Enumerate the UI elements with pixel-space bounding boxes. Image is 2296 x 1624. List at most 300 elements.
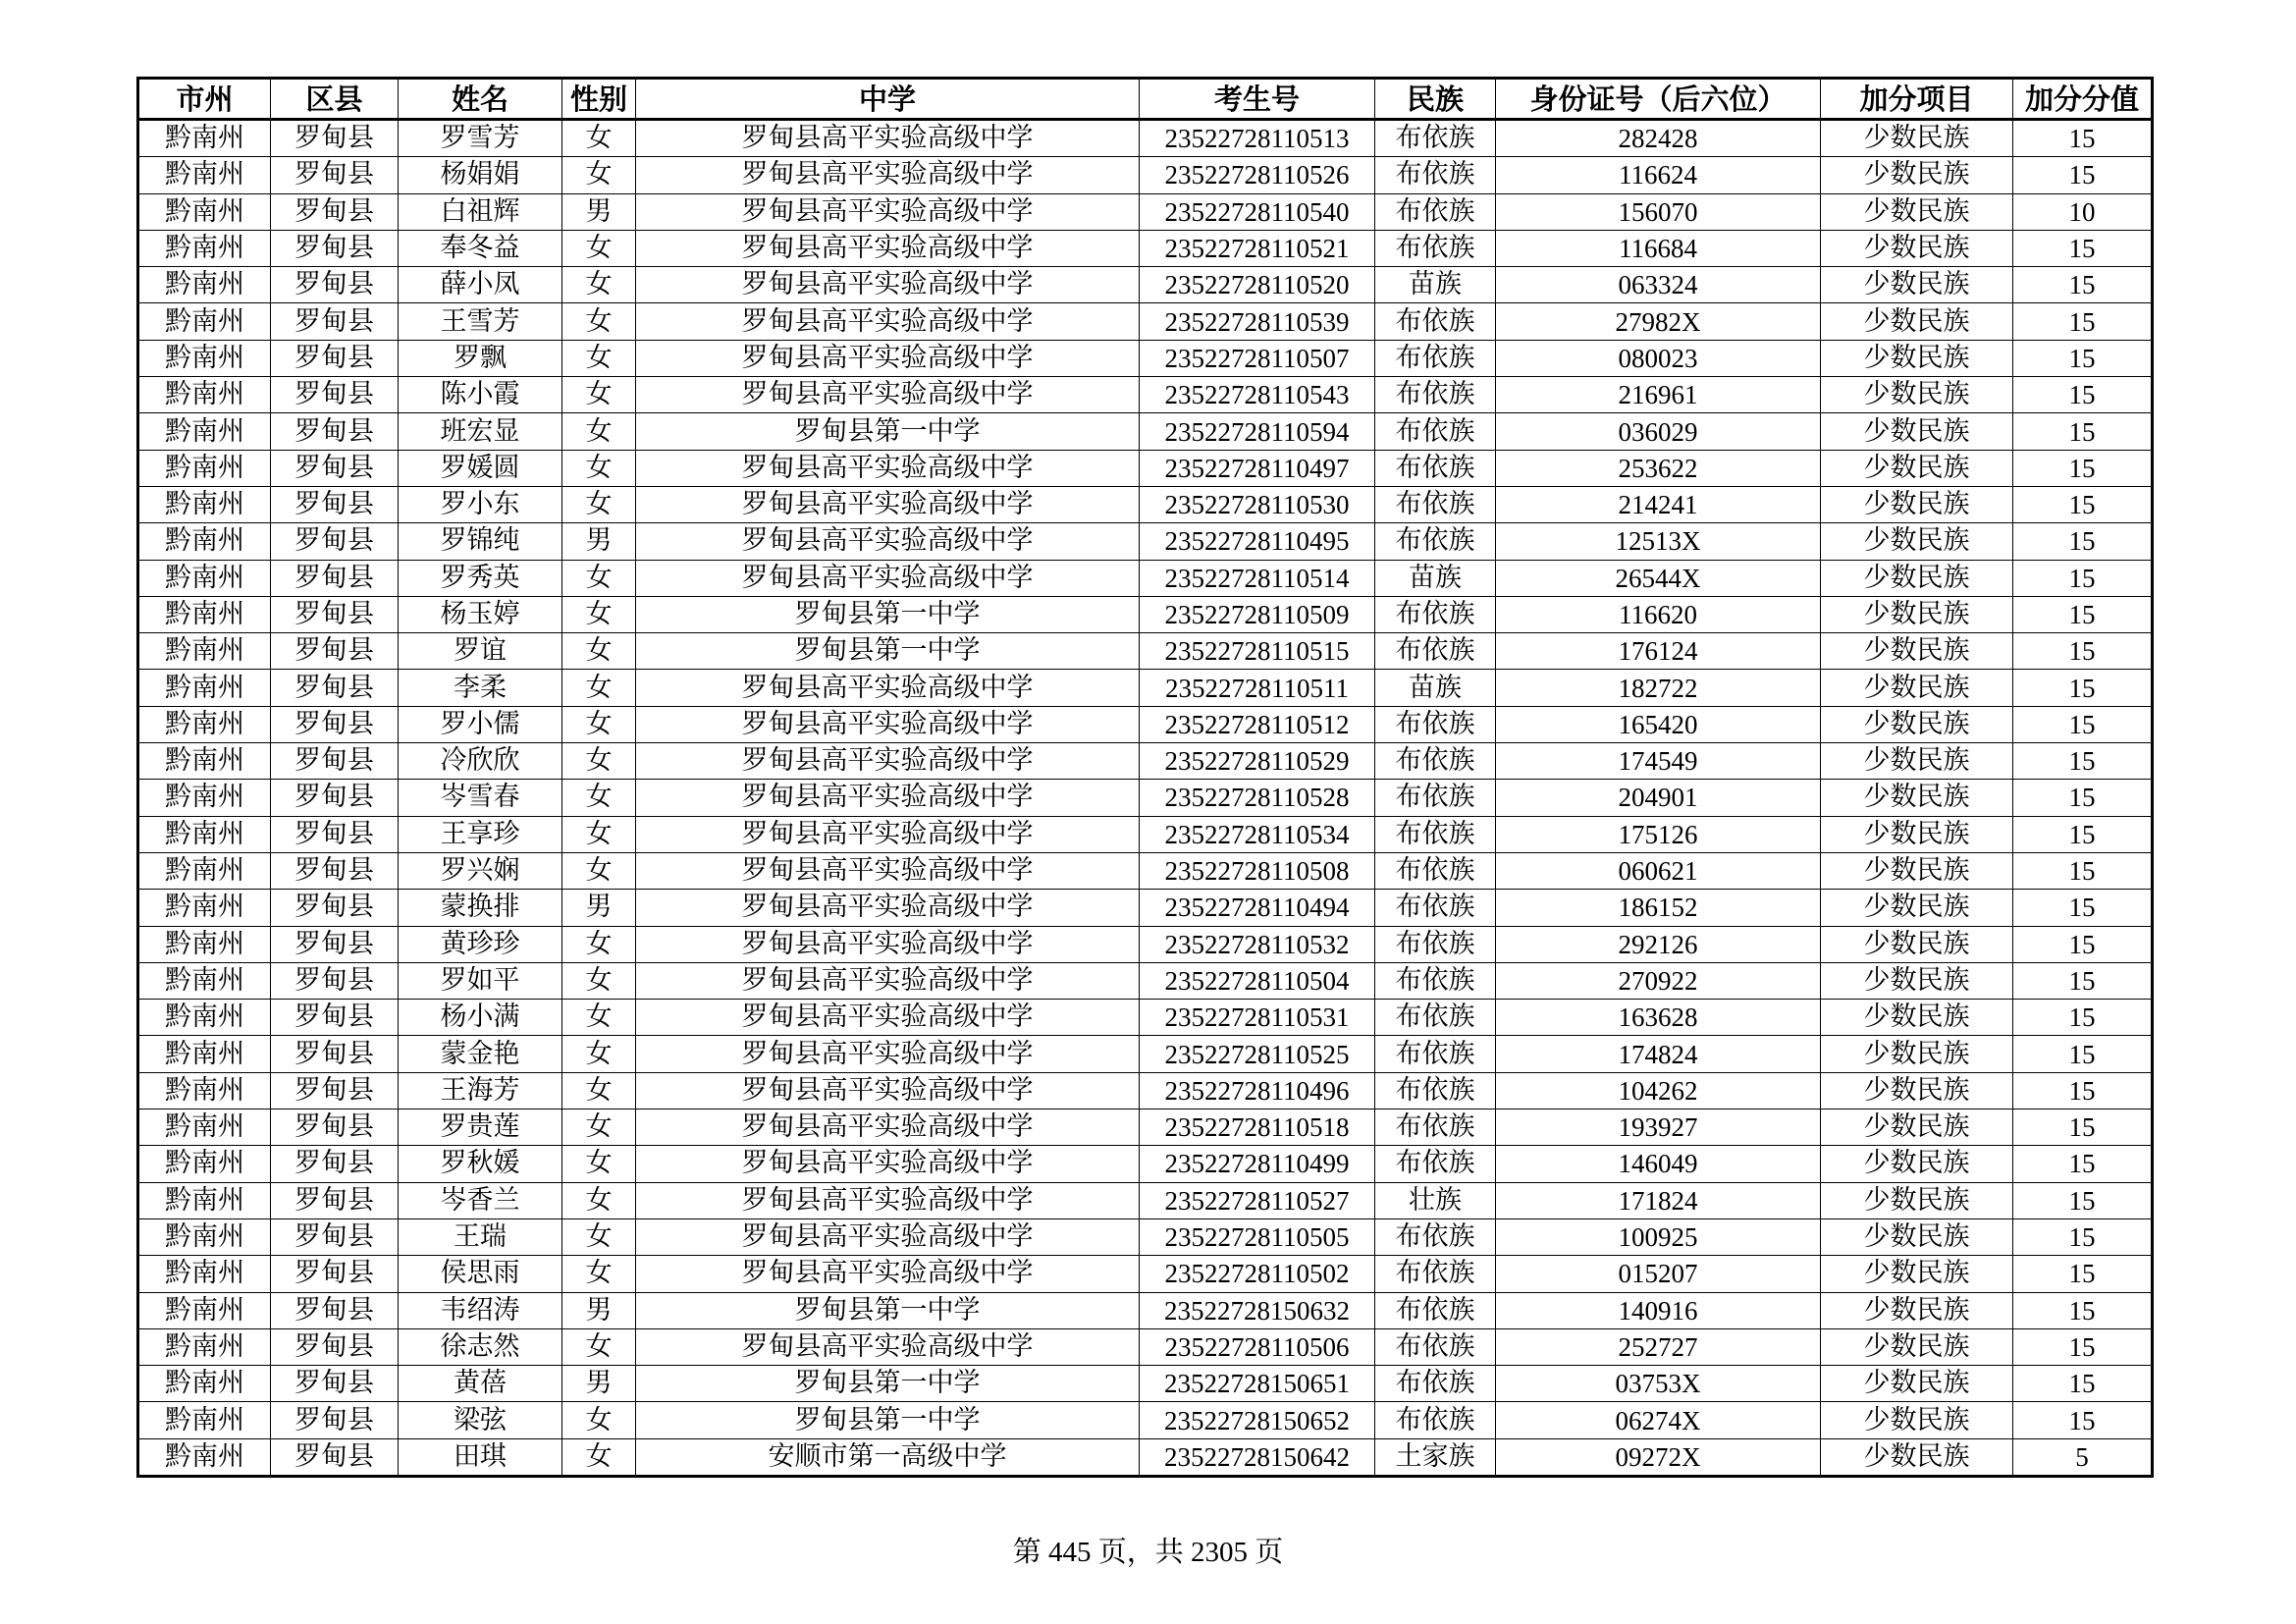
cell-bonus-points: 15 — [2013, 596, 2153, 632]
cell-gender: 男 — [562, 1366, 636, 1402]
cell-county: 罗甸县 — [271, 193, 399, 230]
cell-county: 罗甸县 — [271, 340, 399, 376]
table-row — [138, 1072, 2153, 1109]
cell-county: 罗甸县 — [271, 1256, 399, 1292]
cell-school: 罗甸县第一中学 — [636, 633, 1140, 670]
cell-bonus-points: 15 — [2013, 523, 2153, 560]
cell-city: 黔南州 — [138, 816, 271, 852]
cell-id-last-six: 116624 — [1496, 157, 1821, 193]
table-row — [138, 267, 2153, 303]
cell-exam-number: 23522728110512 — [1140, 706, 1375, 742]
cell-exam-number: 23522728110502 — [1140, 1256, 1375, 1292]
cell-exam-number: 23522728150642 — [1140, 1438, 1375, 1476]
cell-county: 罗甸县 — [271, 1000, 399, 1036]
cell-school: 罗甸县高平实验高级中学 — [636, 450, 1140, 486]
cell-ethnicity: 布依族 — [1375, 1218, 1496, 1255]
cell-city: 黔南州 — [138, 890, 271, 926]
table-row — [138, 303, 2153, 340]
col-header-bonus-item: 加分项目 — [1821, 79, 2013, 120]
cell-gender: 女 — [562, 1182, 636, 1218]
cell-city: 黔南州 — [138, 1328, 271, 1365]
cell-county: 罗甸县 — [271, 780, 399, 816]
cell-ethnicity: 苗族 — [1375, 267, 1496, 303]
cell-bonus-points: 15 — [2013, 706, 2153, 742]
cell-gender: 女 — [562, 560, 636, 596]
cell-exam-number: 23522728110527 — [1140, 1182, 1375, 1218]
cell-bonus-points: 5 — [2013, 1438, 2153, 1476]
table-row — [138, 1366, 2153, 1402]
cell-bonus-item: 少数民族 — [1821, 1438, 2013, 1476]
cell-name: 岑雪春 — [399, 780, 562, 816]
cell-bonus-points: 15 — [2013, 230, 2153, 266]
cell-bonus-points: 15 — [2013, 633, 2153, 670]
cell-ethnicity: 布依族 — [1375, 890, 1496, 926]
cell-school: 罗甸县高平实验高级中学 — [636, 743, 1140, 780]
table-row — [138, 230, 2153, 266]
cell-bonus-item: 少数民族 — [1821, 962, 2013, 999]
cell-city: 黔南州 — [138, 962, 271, 999]
cell-exam-number: 23522728150632 — [1140, 1292, 1375, 1328]
cell-id-last-six: 116684 — [1496, 230, 1821, 266]
cell-name: 罗秀英 — [399, 560, 562, 596]
cell-school: 罗甸县高平实验高级中学 — [636, 962, 1140, 999]
cell-id-last-six: 163628 — [1496, 1000, 1821, 1036]
cell-gender: 男 — [562, 890, 636, 926]
cell-county: 罗甸县 — [271, 1438, 399, 1476]
cell-bonus-item: 少数民族 — [1821, 120, 2013, 157]
cell-bonus-item: 少数民族 — [1821, 193, 2013, 230]
cell-gender: 女 — [562, 926, 636, 962]
cell-name: 罗贵莲 — [399, 1110, 562, 1146]
cell-bonus-item: 少数民族 — [1821, 267, 2013, 303]
cell-bonus-points: 15 — [2013, 1182, 2153, 1218]
cell-school: 罗甸县高平实验高级中学 — [636, 340, 1140, 376]
cell-bonus-points: 15 — [2013, 1110, 2153, 1146]
cell-school: 罗甸县高平实验高级中学 — [636, 1182, 1140, 1218]
cell-county: 罗甸县 — [271, 816, 399, 852]
cell-id-last-six: 175126 — [1496, 816, 1821, 852]
cell-school: 罗甸县高平实验高级中学 — [636, 816, 1140, 852]
cell-name: 冷欣欣 — [399, 743, 562, 780]
cell-id-last-six: 165420 — [1496, 706, 1821, 742]
table-row — [138, 1292, 2153, 1328]
cell-exam-number: 23522728110540 — [1140, 193, 1375, 230]
cell-bonus-points: 15 — [2013, 1000, 2153, 1036]
cell-city: 黔南州 — [138, 413, 271, 450]
col-header-school: 中学 — [636, 79, 1140, 120]
cell-name: 蒙金艳 — [399, 1036, 562, 1072]
cell-bonus-item: 少数民族 — [1821, 450, 2013, 486]
cell-school: 罗甸县高平实验高级中学 — [636, 1328, 1140, 1365]
cell-ethnicity: 布依族 — [1375, 450, 1496, 486]
table-row — [138, 1256, 2153, 1292]
table-row — [138, 120, 2153, 157]
table-row — [138, 743, 2153, 780]
cell-county: 罗甸县 — [271, 852, 399, 889]
cell-school: 罗甸县高平实验高级中学 — [636, 890, 1140, 926]
cell-name: 韦绍涛 — [399, 1292, 562, 1328]
cell-school: 罗甸县高平实验高级中学 — [636, 1000, 1140, 1036]
cell-bonus-item: 少数民族 — [1821, 1110, 2013, 1146]
cell-id-last-six: 140916 — [1496, 1292, 1821, 1328]
cell-ethnicity: 布依族 — [1375, 1292, 1496, 1328]
cell-city: 黔南州 — [138, 486, 271, 522]
cell-bonus-points: 15 — [2013, 1402, 2153, 1438]
cell-name: 罗谊 — [399, 633, 562, 670]
cell-name: 薛小凤 — [399, 267, 562, 303]
cell-ethnicity: 布依族 — [1375, 523, 1496, 560]
cell-school: 罗甸县高平实验高级中学 — [636, 120, 1140, 157]
cell-gender: 女 — [562, 230, 636, 266]
cell-bonus-item: 少数民族 — [1821, 1256, 2013, 1292]
cell-city: 黔南州 — [138, 560, 271, 596]
cell-name: 王海芳 — [399, 1072, 562, 1109]
cell-id-last-six: 214241 — [1496, 486, 1821, 522]
cell-gender: 女 — [562, 267, 636, 303]
cell-city: 黔南州 — [138, 670, 271, 706]
cell-bonus-points: 15 — [2013, 1292, 2153, 1328]
cell-ethnicity: 布依族 — [1375, 780, 1496, 816]
table-row — [138, 1000, 2153, 1036]
cell-school: 罗甸县第一中学 — [636, 413, 1140, 450]
cell-bonus-item: 少数民族 — [1821, 1366, 2013, 1402]
cell-exam-number: 23522728110518 — [1140, 1110, 1375, 1146]
cell-gender: 女 — [562, 743, 636, 780]
cell-name: 梁弦 — [399, 1402, 562, 1438]
cell-school: 罗甸县高平实验高级中学 — [636, 1072, 1140, 1109]
cell-city: 黔南州 — [138, 1256, 271, 1292]
table-row — [138, 596, 2153, 632]
cell-gender: 女 — [562, 303, 636, 340]
cell-school: 罗甸县高平实验高级中学 — [636, 193, 1140, 230]
cell-exam-number: 23522728110530 — [1140, 486, 1375, 522]
cell-school: 罗甸县高平实验高级中学 — [636, 706, 1140, 742]
table-row — [138, 450, 2153, 486]
cell-school: 罗甸县第一中学 — [636, 1366, 1140, 1402]
cell-county: 罗甸县 — [271, 267, 399, 303]
cell-school: 罗甸县高平实验高级中学 — [636, 780, 1140, 816]
cell-name: 罗小东 — [399, 486, 562, 522]
cell-ethnicity: 布依族 — [1375, 1110, 1496, 1146]
cell-exam-number: 23522728110504 — [1140, 962, 1375, 999]
cell-city: 黔南州 — [138, 1218, 271, 1255]
cell-ethnicity: 布依族 — [1375, 596, 1496, 632]
cell-id-last-six: 174824 — [1496, 1036, 1821, 1072]
cell-name: 罗媛圆 — [399, 450, 562, 486]
col-header-ethnicity: 民族 — [1375, 79, 1496, 120]
cell-school: 罗甸县第一中学 — [636, 1292, 1140, 1328]
cell-name: 班宏显 — [399, 413, 562, 450]
cell-exam-number: 23522728150652 — [1140, 1402, 1375, 1438]
cell-bonus-item: 少数民族 — [1821, 816, 2013, 852]
cell-ethnicity: 苗族 — [1375, 670, 1496, 706]
cell-bonus-item: 少数民族 — [1821, 706, 2013, 742]
cell-ethnicity: 布依族 — [1375, 1402, 1496, 1438]
cell-id-last-six: 063324 — [1496, 267, 1821, 303]
cell-id-last-six: 080023 — [1496, 340, 1821, 376]
cell-bonus-points: 15 — [2013, 670, 2153, 706]
cell-bonus-points: 15 — [2013, 303, 2153, 340]
table-row — [138, 157, 2153, 193]
cell-name: 王雪芳 — [399, 303, 562, 340]
cell-ethnicity: 布依族 — [1375, 193, 1496, 230]
cell-school: 罗甸县高平实验高级中学 — [636, 852, 1140, 889]
cell-county: 罗甸县 — [271, 303, 399, 340]
cell-name: 侯思雨 — [399, 1256, 562, 1292]
cell-id-last-six: 03753X — [1496, 1366, 1821, 1402]
table-header-row — [138, 79, 2153, 120]
cell-city: 黔南州 — [138, 1146, 271, 1182]
col-header-gender: 性别 — [562, 79, 636, 120]
cell-ethnicity: 布依族 — [1375, 120, 1496, 157]
cell-bonus-item: 少数民族 — [1821, 486, 2013, 522]
cell-county: 罗甸县 — [271, 706, 399, 742]
cell-ethnicity: 布依族 — [1375, 377, 1496, 413]
cell-ethnicity: 布依族 — [1375, 816, 1496, 852]
cell-school: 罗甸县高平实验高级中学 — [636, 303, 1140, 340]
cell-exam-number: 23522728110529 — [1140, 743, 1375, 780]
cell-bonus-item: 少数民族 — [1821, 230, 2013, 266]
cell-bonus-points: 15 — [2013, 1218, 2153, 1255]
cell-exam-number: 23522728110496 — [1140, 1072, 1375, 1109]
cell-exam-number: 23522728110497 — [1140, 450, 1375, 486]
cell-county: 罗甸县 — [271, 230, 399, 266]
cell-exam-number: 23522728110495 — [1140, 523, 1375, 560]
cell-bonus-item: 少数民族 — [1821, 1182, 2013, 1218]
cell-school: 罗甸县高平实验高级中学 — [636, 1256, 1140, 1292]
cell-name: 罗雪芳 — [399, 120, 562, 157]
cell-bonus-item: 少数民族 — [1821, 560, 2013, 596]
cell-school: 罗甸县高平实验高级中学 — [636, 926, 1140, 962]
cell-city: 黔南州 — [138, 926, 271, 962]
cell-id-last-six: 204901 — [1496, 780, 1821, 816]
cell-id-last-six: 282428 — [1496, 120, 1821, 157]
cell-school: 罗甸县高平实验高级中学 — [636, 1218, 1140, 1255]
col-header-exam-number: 考生号 — [1140, 79, 1375, 120]
cell-id-last-six: 116620 — [1496, 596, 1821, 632]
cell-name: 王瑞 — [399, 1218, 562, 1255]
cell-id-last-six: 26544X — [1496, 560, 1821, 596]
cell-exam-number: 23522728110513 — [1140, 120, 1375, 157]
cell-bonus-item: 少数民族 — [1821, 1292, 2013, 1328]
cell-county: 罗甸县 — [271, 120, 399, 157]
cell-bonus-item: 少数民族 — [1821, 303, 2013, 340]
table-row — [138, 1328, 2153, 1365]
table-row — [138, 486, 2153, 522]
cell-name: 罗兴娴 — [399, 852, 562, 889]
table-row — [138, 706, 2153, 742]
cell-ethnicity: 布依族 — [1375, 1146, 1496, 1182]
cell-bonus-points: 15 — [2013, 780, 2153, 816]
cell-county: 罗甸县 — [271, 1036, 399, 1072]
cell-id-last-six: 171824 — [1496, 1182, 1821, 1218]
cell-id-last-six: 06274X — [1496, 1402, 1821, 1438]
cell-city: 黔南州 — [138, 1036, 271, 1072]
cell-bonus-item: 少数民族 — [1821, 157, 2013, 193]
cell-name: 罗秋媛 — [399, 1146, 562, 1182]
table-row — [138, 340, 2153, 376]
cell-bonus-points: 10 — [2013, 193, 2153, 230]
cell-exam-number: 23522728110594 — [1140, 413, 1375, 450]
cell-exam-number: 23522728110534 — [1140, 816, 1375, 852]
cell-exam-number: 23522728110543 — [1140, 377, 1375, 413]
cell-name: 田琪 — [399, 1438, 562, 1476]
cell-bonus-points: 15 — [2013, 560, 2153, 596]
cell-county: 罗甸县 — [271, 450, 399, 486]
cell-bonus-points: 15 — [2013, 1072, 2153, 1109]
table-row — [138, 1438, 2153, 1476]
cell-county: 罗甸县 — [271, 413, 399, 450]
cell-ethnicity: 布依族 — [1375, 926, 1496, 962]
cell-name: 王享珍 — [399, 816, 562, 852]
cell-bonus-item: 少数民族 — [1821, 523, 2013, 560]
table-row — [138, 1218, 2153, 1255]
table-row — [138, 523, 2153, 560]
cell-bonus-points: 15 — [2013, 413, 2153, 450]
cell-ethnicity: 布依族 — [1375, 340, 1496, 376]
cell-exam-number: 23522728110509 — [1140, 596, 1375, 632]
cell-county: 罗甸县 — [271, 1402, 399, 1438]
cell-gender: 女 — [562, 340, 636, 376]
cell-bonus-item: 少数民族 — [1821, 377, 2013, 413]
cell-school: 罗甸县第一中学 — [636, 596, 1140, 632]
cell-id-last-six: 036029 — [1496, 413, 1821, 450]
cell-name: 罗锦纯 — [399, 523, 562, 560]
cell-name: 黄蓓 — [399, 1366, 562, 1402]
cell-school: 罗甸县高平实验高级中学 — [636, 486, 1140, 522]
cell-name: 罗飘 — [399, 340, 562, 376]
cell-gender: 女 — [562, 157, 636, 193]
cell-county: 罗甸县 — [271, 157, 399, 193]
cell-bonus-points: 15 — [2013, 1366, 2153, 1402]
cell-city: 黔南州 — [138, 1000, 271, 1036]
cell-id-last-six: 193927 — [1496, 1110, 1821, 1146]
cell-city: 黔南州 — [138, 120, 271, 157]
cell-ethnicity: 布依族 — [1375, 633, 1496, 670]
cell-name: 罗如平 — [399, 962, 562, 999]
cell-exam-number: 23522728110494 — [1140, 890, 1375, 926]
cell-ethnicity: 苗族 — [1375, 560, 1496, 596]
cell-ethnicity: 土家族 — [1375, 1438, 1496, 1476]
col-header-city: 市州 — [138, 79, 271, 120]
cell-bonus-item: 少数民族 — [1821, 926, 2013, 962]
cell-county: 罗甸县 — [271, 1328, 399, 1365]
cell-bonus-item: 少数民族 — [1821, 852, 2013, 889]
cell-bonus-points: 15 — [2013, 1036, 2153, 1072]
cell-ethnicity: 布依族 — [1375, 962, 1496, 999]
cell-school: 罗甸县高平实验高级中学 — [636, 523, 1140, 560]
cell-id-last-six: 156070 — [1496, 193, 1821, 230]
cell-gender: 女 — [562, 1110, 636, 1146]
cell-bonus-points: 15 — [2013, 340, 2153, 376]
cell-exam-number: 23522728110506 — [1140, 1328, 1375, 1365]
cell-city: 黔南州 — [138, 780, 271, 816]
cell-ethnicity: 布依族 — [1375, 1328, 1496, 1365]
table-row — [138, 1182, 2153, 1218]
cell-gender: 女 — [562, 120, 636, 157]
cell-ethnicity: 布依族 — [1375, 1000, 1496, 1036]
cell-school: 罗甸县高平实验高级中学 — [636, 267, 1140, 303]
cell-gender: 女 — [562, 670, 636, 706]
table-row — [138, 890, 2153, 926]
cell-id-last-six: 174549 — [1496, 743, 1821, 780]
cell-city: 黔南州 — [138, 1438, 271, 1476]
cell-id-last-six: 12513X — [1496, 523, 1821, 560]
cell-name: 奉冬益 — [399, 230, 562, 266]
table-row — [138, 1110, 2153, 1146]
table-row — [138, 962, 2153, 999]
cell-bonus-item: 少数民族 — [1821, 890, 2013, 926]
cell-bonus-points: 15 — [2013, 377, 2153, 413]
cell-id-last-six: 104262 — [1496, 1072, 1821, 1109]
cell-city: 黔南州 — [138, 1182, 271, 1218]
col-header-bonus-points: 加分分值 — [2013, 79, 2153, 120]
cell-id-last-six: 216961 — [1496, 377, 1821, 413]
cell-county: 罗甸县 — [271, 670, 399, 706]
cell-gender: 男 — [562, 193, 636, 230]
cell-bonus-item: 少数民族 — [1821, 1036, 2013, 1072]
cell-name: 陈小霞 — [399, 377, 562, 413]
cell-bonus-item: 少数民族 — [1821, 413, 2013, 450]
cell-city: 黔南州 — [138, 1072, 271, 1109]
table-body — [138, 120, 2153, 1477]
table-row — [138, 852, 2153, 889]
cell-county: 罗甸县 — [271, 962, 399, 999]
roster-sheet — [136, 77, 2151, 1478]
cell-bonus-points: 15 — [2013, 267, 2153, 303]
cell-county: 罗甸县 — [271, 560, 399, 596]
cell-exam-number: 23522728110521 — [1140, 230, 1375, 266]
cell-bonus-points: 15 — [2013, 816, 2153, 852]
cell-gender: 女 — [562, 852, 636, 889]
cell-bonus-points: 15 — [2013, 852, 2153, 889]
cell-ethnicity: 布依族 — [1375, 157, 1496, 193]
cell-city: 黔南州 — [138, 523, 271, 560]
cell-id-last-six: 09272X — [1496, 1438, 1821, 1476]
cell-name: 罗小儒 — [399, 706, 562, 742]
cell-city: 黔南州 — [138, 706, 271, 742]
cell-exam-number: 23522728110528 — [1140, 780, 1375, 816]
cell-exam-number: 23522728110515 — [1140, 633, 1375, 670]
cell-city: 黔南州 — [138, 377, 271, 413]
cell-city: 黔南州 — [138, 303, 271, 340]
cell-gender: 女 — [562, 596, 636, 632]
cell-exam-number: 23522728110507 — [1140, 340, 1375, 376]
col-header-id-last-six: 身份证号（后六位） — [1496, 79, 1821, 120]
cell-bonus-item: 少数民族 — [1821, 340, 2013, 376]
cell-exam-number: 23522728110508 — [1140, 852, 1375, 889]
cell-ethnicity: 布依族 — [1375, 743, 1496, 780]
cell-id-last-six: 015207 — [1496, 1256, 1821, 1292]
cell-id-last-six: 252727 — [1496, 1328, 1821, 1365]
cell-id-last-six: 182722 — [1496, 670, 1821, 706]
cell-city: 黔南州 — [138, 450, 271, 486]
cell-ethnicity: 布依族 — [1375, 1366, 1496, 1402]
cell-school: 安顺市第一高级中学 — [636, 1438, 1140, 1476]
cell-county: 罗甸县 — [271, 890, 399, 926]
cell-name: 黄珍珍 — [399, 926, 562, 962]
cell-county: 罗甸县 — [271, 1292, 399, 1328]
table-row — [138, 1146, 2153, 1182]
cell-gender: 女 — [562, 486, 636, 522]
cell-bonus-item: 少数民族 — [1821, 633, 2013, 670]
cell-name: 杨玉婷 — [399, 596, 562, 632]
cell-city: 黔南州 — [138, 193, 271, 230]
cell-gender: 女 — [562, 1000, 636, 1036]
cell-name: 李柔 — [399, 670, 562, 706]
table-row — [138, 633, 2153, 670]
cell-city: 黔南州 — [138, 1292, 271, 1328]
